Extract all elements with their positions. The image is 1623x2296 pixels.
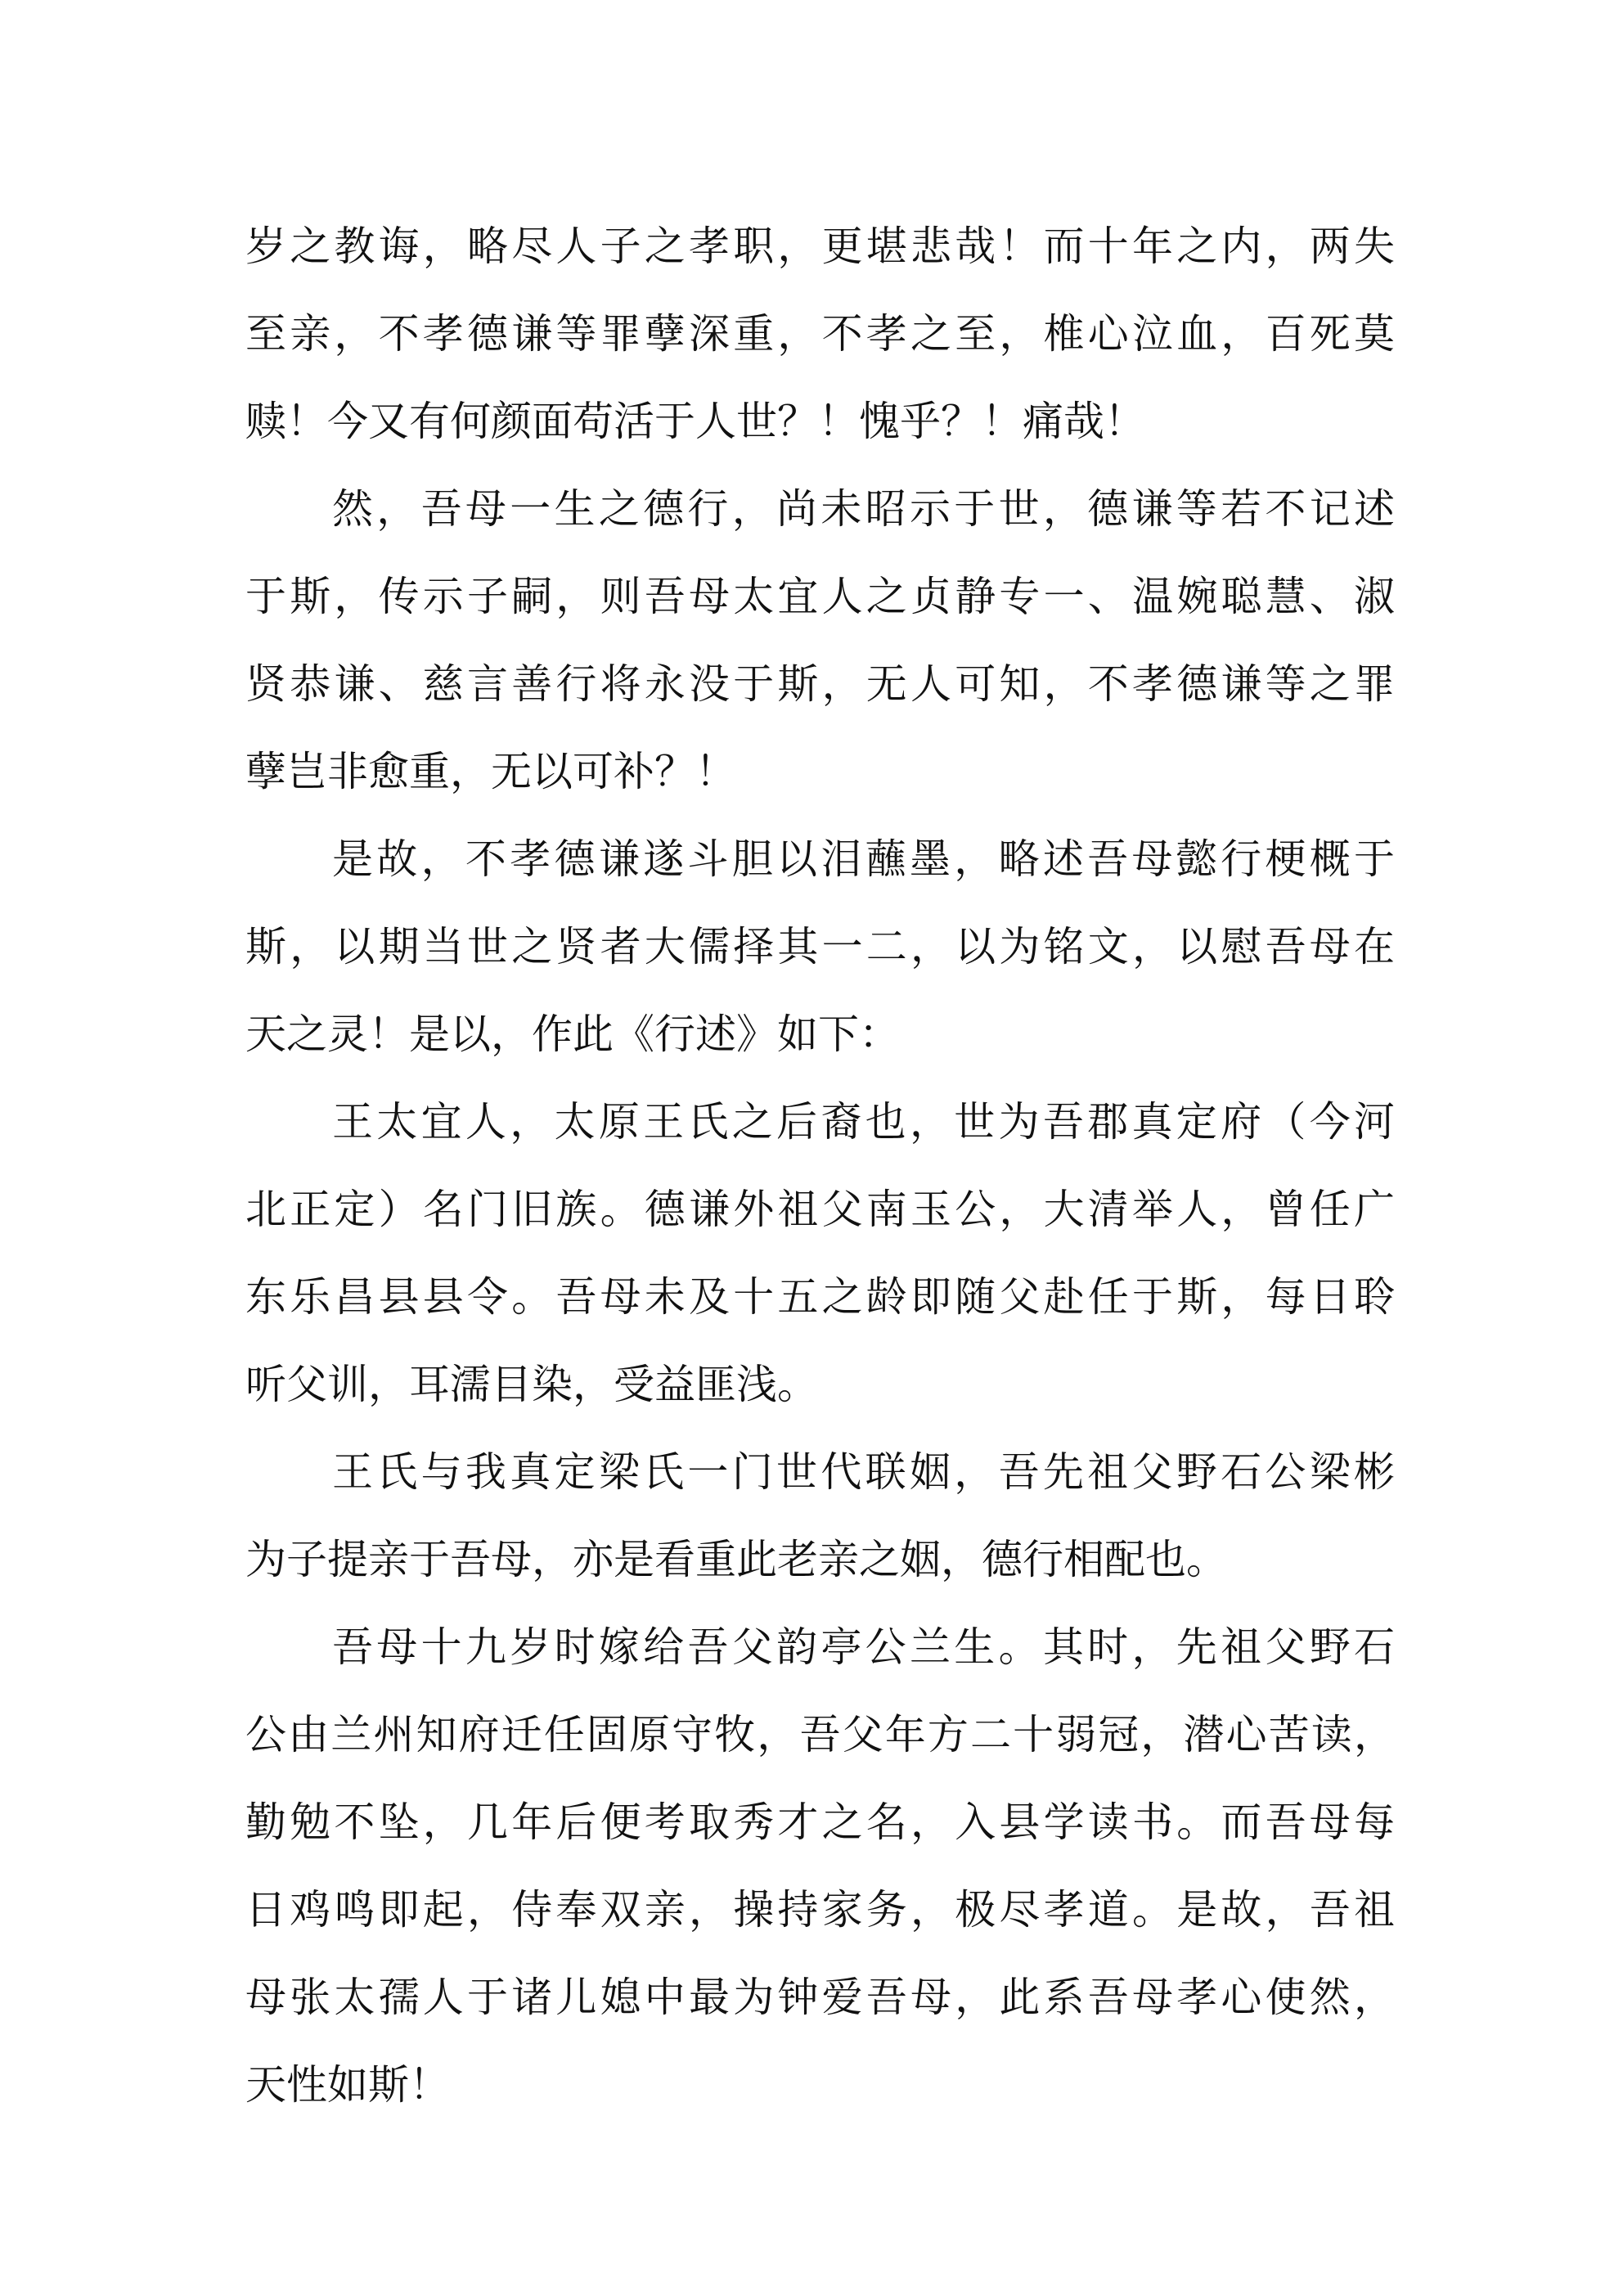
text-line: 公由兰州知府迁任固原守牧，吾父年方二十弱冠，潜心苦读， (245, 1711, 1395, 1758)
text-line: 贤恭谦、慈言善行将永没于斯，无人可知，不孝德谦等之罪 (245, 660, 1395, 708)
text-line: 斯，以期当世之贤者大儒择其一二，以为铭文，以慰吾母在 (245, 923, 1395, 970)
text-line: 天之灵！是以，作此《行述》如下： (245, 1011, 900, 1058)
text-line: 于斯，传示子嗣，则吾母太宜人之贞静专一、温婉聪慧、淑 (245, 573, 1395, 620)
text-line: 东乐昌县县令。吾母未及十五之龄即随父赴任于斯，每日聆 (245, 1273, 1395, 1321)
text-line: 岁之教诲，略尽人子之孝职，更堪悲哉！而十年之内，两失 (245, 223, 1395, 270)
text-line: 然，吾母一生之德行，尚未昭示于世，德谦等若不记述 (332, 485, 1395, 533)
text-line: 北正定）名门旧族。德谦外祖父南玉公，大清举人，曾任广 (245, 1186, 1395, 1233)
text-line: 是故，不孝德谦遂斗胆以泪蘸墨，略述吾母懿行梗概于 (332, 835, 1395, 883)
paragraph-4 (245, 1078, 1395, 1429)
paragraph-1 (245, 203, 1395, 466)
text-line: 为子提亲于吾母，亦是看重此老亲之姻，德行相配也。 (245, 1536, 1227, 1583)
paragraph-5 (245, 1429, 1395, 1604)
text-line: 日鸡鸣即起，侍奉双亲，操持家务，极尽孝道。是故，吾祖 (245, 1886, 1395, 1934)
paragraph-2 (245, 466, 1395, 816)
text-line: 天性如斯！ (245, 2061, 450, 2109)
text-line: 王太宜人，太原王氏之后裔也，世为吾郡真定府（今河 (332, 1098, 1395, 1146)
document-page (245, 203, 1395, 2129)
text-line: 勤勉不坠，几年后便考取秀才之名，入县学读书。而吾母每 (245, 1799, 1395, 1846)
text-line: 至亲，不孝德谦等罪孽深重，不孝之至，椎心泣血，百死莫 (245, 310, 1395, 358)
text-line: 母张太孺人于诸儿媳中最为钟爱吾母，此系吾母孝心使然， (245, 1974, 1395, 2021)
text-line: 王氏与我真定梁氏一门世代联姻，吾先祖父野石公梁彬 (332, 1448, 1395, 1496)
text-line: 赎！今又有何颜面苟活于人世？！愧乎？！痛哉！ (245, 398, 1145, 445)
paragraph-3 (245, 816, 1395, 1078)
text-line: 孽岂非愈重，无以可补？！ (245, 748, 736, 795)
paragraph-6 (245, 1604, 1395, 2129)
text-line: 听父训，耳濡目染，受益匪浅。 (245, 1361, 818, 1408)
text-line: 吾母十九岁时嫁给吾父韵亭公兰生。其时，先祖父野石 (332, 1623, 1395, 1671)
